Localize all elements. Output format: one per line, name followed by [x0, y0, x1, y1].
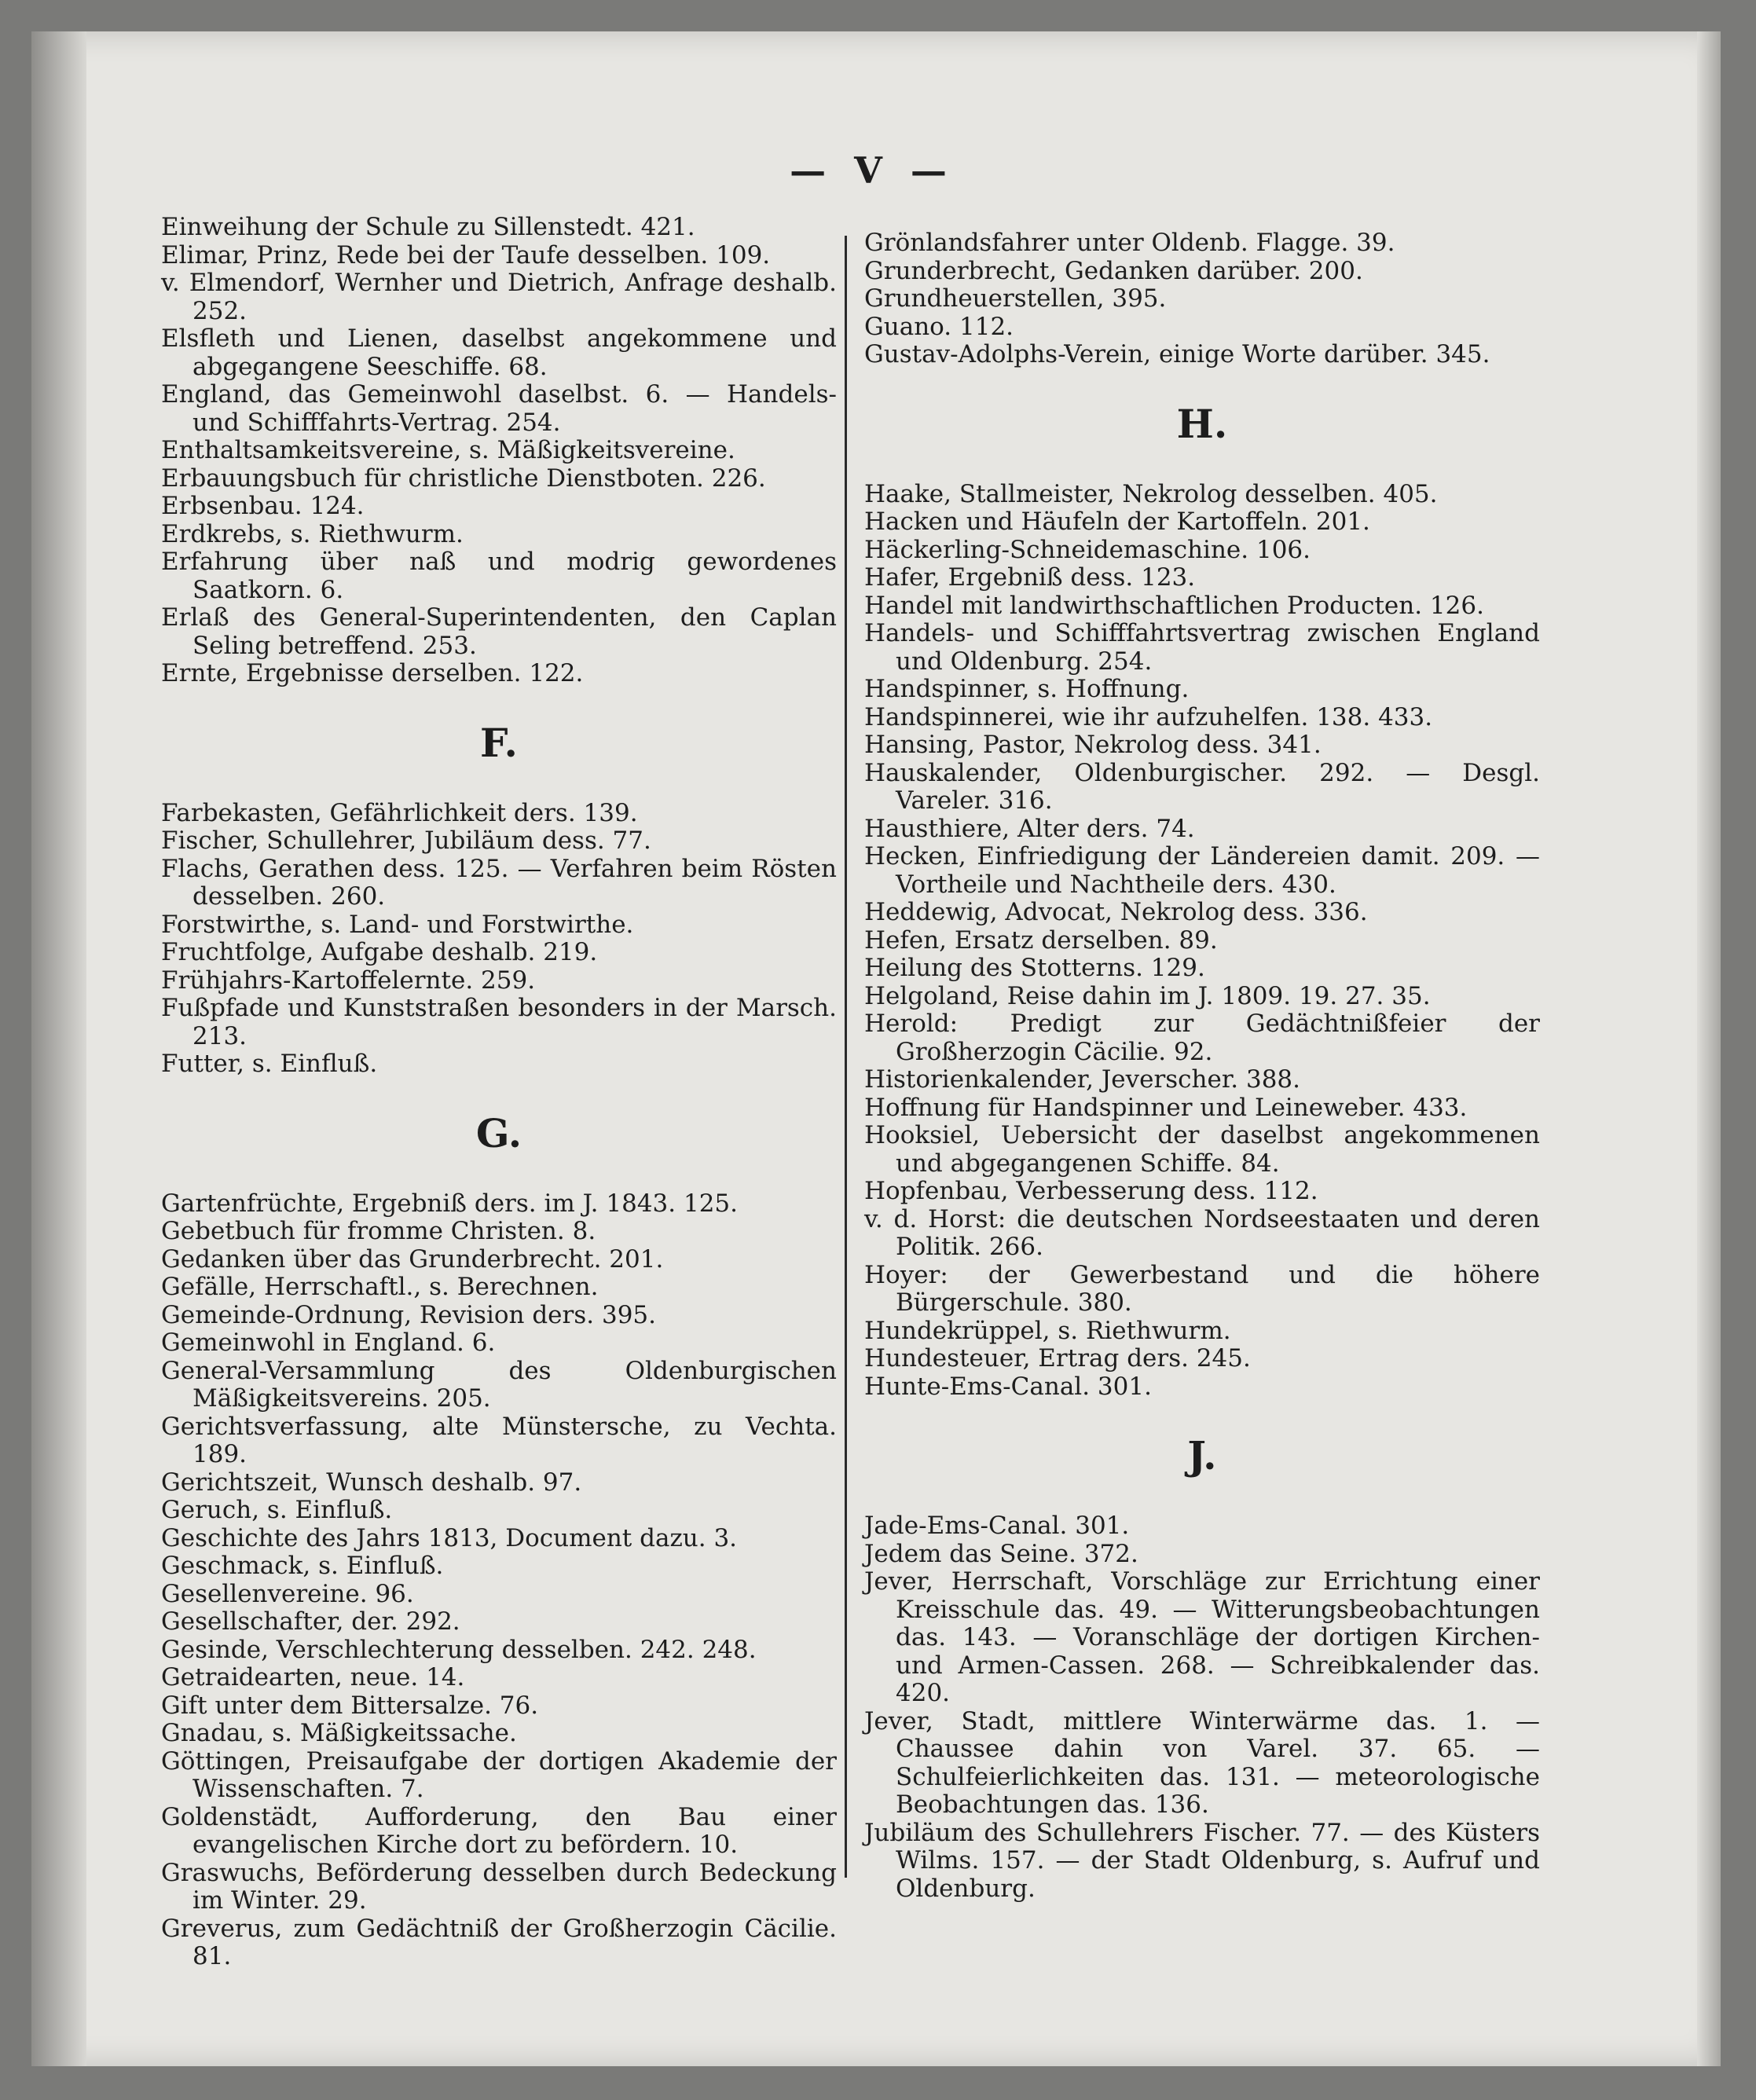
page-number: — V —	[790, 149, 955, 192]
index-entry: Erbsenbau. 124.	[161, 492, 365, 520]
index-entry: Jever, Herrschaft, Vorschläge zur Errichtung einer Kreisschule das. 49. — Witterungsbeobachtungen das. 143. — Voranschläge der dortigen Kirchen- und Armen-Cassen. 268. — Schreibkalender das. 420.	[864, 1567, 1540, 1707]
index-entry: Grunderbrecht, Gedanken darüber. 200.	[864, 256, 1363, 285]
section-heading-j: J.	[1187, 1432, 1217, 1479]
index-entry: Gedanken über das Grunderbrecht. 201.	[161, 1244, 664, 1274]
index-entry: Hoyer: der Gewerbestand und die höhere Bürgerschule. 380.	[864, 1260, 1540, 1317]
index-entry: Hunte-Ems-Canal. 301.	[864, 1372, 1152, 1401]
index-entry: Geschichte des Jahrs 1813, Document dazu. 3.	[161, 1523, 738, 1552]
index-entry: Herold: Predigt zur Gedächtnißfeier der Großherzogin Cäcilie. 92.	[864, 1010, 1540, 1066]
index-entry: Graswuchs, Beförderung desselben durch Bedeckung im Winter. 29.	[161, 1858, 837, 1915]
index-entry: Handspinner, s. Hoffnung.	[864, 675, 1190, 703]
index-entry: Guano. 112.	[864, 312, 1014, 341]
index-entry: General-Versammlung des Oldenburgischen Mäßigkeitsvereins. 205.	[161, 1356, 837, 1413]
index-entry: Helgoland, Reise dahin im J. 1809. 19. 27. 35.	[864, 981, 1431, 1010]
index-entry: Hafer, Ergebniß dess. 123.	[864, 563, 1196, 592]
section-g-entries	[161, 1190, 837, 1971]
index-entry: Gartenfrüchte, Ergebniß ders. im J. 1843. 125.	[161, 1189, 738, 1218]
section-e-entries	[161, 214, 837, 688]
index-entry: Grundheuerstellen, 395.	[864, 284, 1167, 313]
index-entry: Gebetbuch für fromme Christen. 8.	[161, 1217, 596, 1245]
index-entry: Futter, s. Einfluß.	[161, 1050, 378, 1078]
index-entry: v. Elmendorf, Wernher und Dietrich, Anfrage deshalb. 252.	[161, 269, 837, 325]
index-entry: Fußpfade und Kunststraßen besonders in der Marsch. 213.	[161, 994, 837, 1050]
index-entry: Grönlandsfahrer unter Oldenb. Flagge. 39.	[864, 229, 1395, 257]
index-entry: Gustav-Adolphs-Verein, einige Worte darüber. 345.	[864, 340, 1490, 368]
right-column	[864, 229, 1540, 1903]
index-entry: Hundesteuer, Ertrag ders. 245.	[864, 1344, 1251, 1373]
index-entry: Heddewig, Advocat, Nekrolog dess. 336.	[864, 898, 1368, 926]
index-entry: Hoffnung für Handspinner und Leineweber. 433.	[864, 1093, 1468, 1122]
index-entry: Getraidearten, neue. 14.	[161, 1663, 465, 1691]
index-entry: Hecken, Einfriedigung der Ländereien damit. 209. — Vortheile und Nachtheile ders. 430.	[864, 842, 1540, 899]
left-column	[161, 214, 837, 1971]
index-entry: Gesinde, Verschlechterung desselben. 242. 248.	[161, 1635, 757, 1664]
index-entry: Handspinnerei, wie ihr aufzuhelfen. 138. 433.	[864, 702, 1433, 731]
index-entry: Flachs, Gerathen dess. 125. — Verfahren beim Rösten desselben. 260.	[161, 854, 837, 911]
index-entry: Gnadau, s. Mäßigkeitssache.	[161, 1719, 517, 1747]
index-entry: Elsfleth und Lienen, daselbst angekommene und abgegangene Seeschiffe. 68.	[161, 324, 837, 381]
index-entry: Elimar, Prinz, Rede bei der Taufe desselben. 109.	[161, 240, 771, 269]
index-entry: Gesellenvereine. 96.	[161, 1579, 414, 1608]
index-entry: Erbauungsbuch für christliche Dienstboten. 226.	[161, 464, 766, 493]
index-entry: Erfahrung über naß und modrig gewordenes Saatkorn. 6.	[161, 548, 837, 604]
index-entry: Farbekasten, Gefährlichkeit ders. 139.	[161, 798, 638, 827]
index-entry: Jade-Ems-Canal. 301.	[864, 1512, 1130, 1540]
index-entry: Jedem das Seine. 372.	[864, 1539, 1138, 1568]
index-entry: Hausthiere, Alter ders. 74.	[864, 814, 1195, 843]
section-g-continued-entries	[864, 229, 1540, 369]
index-entry: Heilung des Stotterns. 129.	[864, 954, 1205, 982]
index-entry: Haake, Stallmeister, Nekrolog desselben. 405.	[864, 479, 1438, 508]
index-entry: Ernte, Ergebnisse derselben. 122.	[161, 659, 584, 687]
index-entry: Göttingen, Preisaufgabe der dortigen Akademie der Wissenschaften. 7.	[161, 1746, 837, 1803]
index-entry: Gemeinde-Ordnung, Revision ders. 395.	[161, 1300, 656, 1329]
index-entry: England, das Gemeinwohl daselbst. 6. — Handels- und Schifffahrts-Vertrag. 254.	[161, 380, 837, 437]
column-divider	[845, 236, 847, 1878]
index-entry: Gerichtsverfassung, alte Münstersche, zu Vechta. 189.	[161, 1412, 837, 1468]
index-entry: Hooksiel, Uebersicht der daselbst angekommenen und abgegangenen Schiffe. 84.	[864, 1121, 1540, 1178]
book-spine-shadow	[31, 31, 86, 2066]
index-entry: Hefen, Ersatz derselben. 89.	[864, 925, 1218, 955]
index-entry: Enthaltsamkeitsvereine, s. Mäßigkeitsvereine.	[161, 436, 735, 464]
index-entry: Geruch, s. Einfluß.	[161, 1496, 393, 1524]
index-entry: Fischer, Schullehrer, Jubiläum dess. 77.	[161, 826, 651, 855]
section-heading-h: H.	[1176, 400, 1228, 447]
index-entry: v. d. Horst: die deutschen Nordseestaaten und deren Politik. 266.	[864, 1204, 1540, 1261]
index-entry: Goldenstädt, Aufforderung, den Bau einer evangelischen Kirche dort zu befördern. 10.	[161, 1802, 837, 1859]
index-entry: Historienkalender, Jeverscher. 388.	[864, 1065, 1301, 1094]
section-f-entries	[161, 800, 837, 1079]
index-entry: Geschmack, s. Einfluß.	[161, 1552, 444, 1580]
index-entry: Jever, Stadt, mittlere Winterwärme das. 1. — Chaussee dahin von Varel. 37. 65. — Schulfeierlichkeiten das. 131. — meteorologische Beobachtungen das. 136.	[864, 1706, 1540, 1819]
index-entry: Erlaß des General-Superintendenten, den Caplan Seling betreffend. 253.	[161, 603, 837, 660]
index-entry: Gerichtszeit, Wunsch deshalb. 97.	[161, 1468, 582, 1497]
index-entry: Forstwirthe, s. Land- und Forstwirthe.	[161, 910, 634, 939]
page-edge	[1697, 31, 1721, 2066]
index-entry: Hundekrüppel, s. Riethwurm.	[864, 1316, 1231, 1345]
section-heading-g: G.	[475, 1109, 522, 1156]
index-entry: Hauskalender, Oldenburgischer. 292. — Desgl. Vareler. 316.	[864, 758, 1540, 815]
index-entry: Erdkrebs, s. Riethwurm.	[161, 519, 464, 548]
index-entry: Handel mit landwirthschaftlichen Producten. 126.	[864, 591, 1484, 620]
index-entry: Handels- und Schifffahrtsvertrag zwischen England und Oldenburg. 254.	[864, 619, 1540, 676]
index-entry: Häckerling-Schneidemaschine. 106.	[864, 535, 1311, 564]
index-entry: Fruchtfolge, Aufgabe deshalb. 219.	[161, 938, 598, 966]
index-entry: Gesellschafter, der. 292.	[161, 1607, 460, 1636]
section-j-entries	[864, 1512, 1540, 1903]
index-entry: Gemeinwohl in England. 6.	[161, 1329, 496, 1357]
index-entry: Gift unter dem Bittersalze. 76.	[161, 1691, 539, 1720]
index-entry: Hansing, Pastor, Nekrolog dess. 341.	[864, 731, 1322, 759]
index-entry: Hopfenbau, Verbesserung dess. 112.	[864, 1177, 1318, 1205]
index-entry: Greverus, zum Gedächtniß der Großherzogin Cäcilie. 81.	[161, 1914, 837, 1970]
index-entry: Jubiläum des Schullehrers Fischer. 77. — des Küsters Wilms. 157. — der Stadt Oldenburg, s. Aufruf und Oldenburg.	[864, 1818, 1540, 1903]
index-entry: Hacken und Häufeln der Kartoffeln. 201.	[864, 508, 1370, 536]
section-heading-f: F.	[480, 719, 518, 766]
section-h-entries	[864, 481, 1540, 1402]
index-entry: Einweihung der Schule zu Sillenstedt. 421.	[161, 213, 695, 241]
index-entry: Frühjahrs-Kartoffelernte. 259.	[161, 966, 536, 995]
index-entry: Gefälle, Herrschaftl., s. Berechnen.	[161, 1273, 599, 1301]
